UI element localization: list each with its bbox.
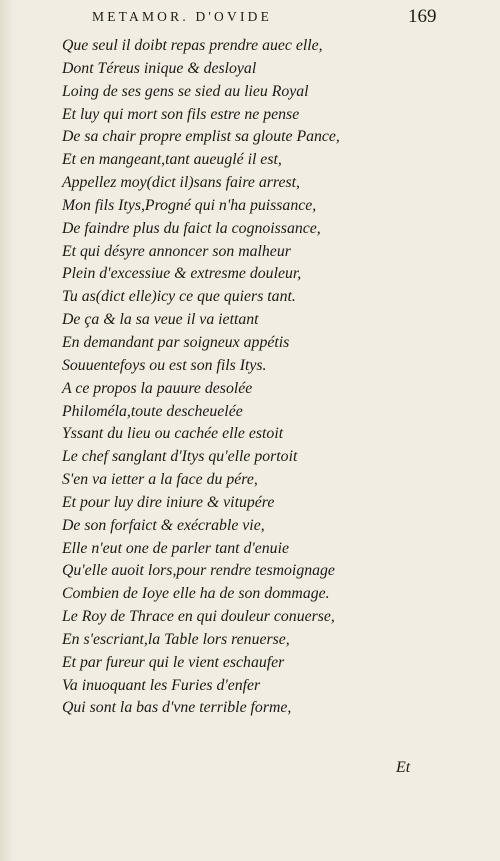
- verse-line: Va inuoquant les Furies d'enfer: [62, 676, 261, 694]
- verse-line: Que seul il doibt repas prendre auec elle,: [62, 37, 323, 54]
- verse-line: De sa chair propre emplist sa gloute Pance,: [62, 128, 340, 146]
- verse-line: Le chef sanglant d'Itys qu'elle portoit: [62, 448, 298, 466]
- verse-line: De ça & la sa veue il va iettant: [62, 311, 259, 329]
- verse-line: Souuentefoys ou est son fils Itys.: [62, 356, 267, 374]
- verse-line: En demandant par soigneux appétis: [62, 333, 290, 351]
- verse-line: Dont Téreus inique & desloyal: [62, 59, 257, 77]
- verse-line: Combien de Ioye elle ha de son dommage.: [62, 585, 330, 603]
- verse-line: Qui sont la bas d'vne terrible forme,: [62, 699, 292, 717]
- verse-line: Et par fureur qui le vient eschaufer: [62, 653, 285, 671]
- verse-line: Loing de ses gens se sied au lieu Royal: [62, 82, 309, 100]
- verse-line: Et luy qui mort son fils estre ne pense: [62, 105, 300, 123]
- verse-line: Le Roy de Thrace en qui douleur conuerse,: [62, 608, 335, 626]
- verse-line: S'en va ietter a la face du pére,: [62, 471, 258, 489]
- verse-line: De faindre plus du faict la cognoissance,: [62, 219, 321, 237]
- verse-line: Elle n'eut one de parler tant d'enuie: [62, 539, 289, 557]
- verse-line: Appellez moy(dict il)sans faire arrest,: [62, 174, 300, 192]
- verse-line: Qu'elle auoit lors,pour rendre tesmoignage: [62, 562, 335, 580]
- verse-line: En s'escriant,la Table lors renuerse,: [62, 630, 290, 648]
- verse-line: Philoméla,toute descheuelée: [62, 402, 243, 420]
- verse-line: De son forfaict & exécrable vie,: [62, 516, 265, 534]
- verse-line: Plein d'excessiue & extresme douleur,: [62, 265, 302, 283]
- verse-list: [62, 35, 492, 720]
- verse-line: Yssant du lieu ou cachée elle estoit: [62, 425, 284, 443]
- running-title: METAMOR. D'OVIDE: [92, 9, 273, 24]
- verse-line: Et qui désyre annoncer son malheur: [62, 242, 291, 260]
- verse-line: Et en mangeant,tant aueuglé il est,: [62, 151, 282, 169]
- page-number: 169: [408, 6, 437, 27]
- catchword: Et: [396, 759, 411, 776]
- page-gutter-shadow: [0, 0, 14, 861]
- verse-line: A ce propos la pauure desolée: [62, 379, 253, 397]
- verse-line: Et pour luy dire iniure & vitupére: [62, 493, 275, 511]
- verse-line: Tu as(dict elle)icy ce que quiers tant.: [62, 288, 296, 306]
- page-header: [0, 6, 500, 30]
- verse-line: Mon fils Itys,Progné qui n'ha puissance,: [62, 196, 317, 214]
